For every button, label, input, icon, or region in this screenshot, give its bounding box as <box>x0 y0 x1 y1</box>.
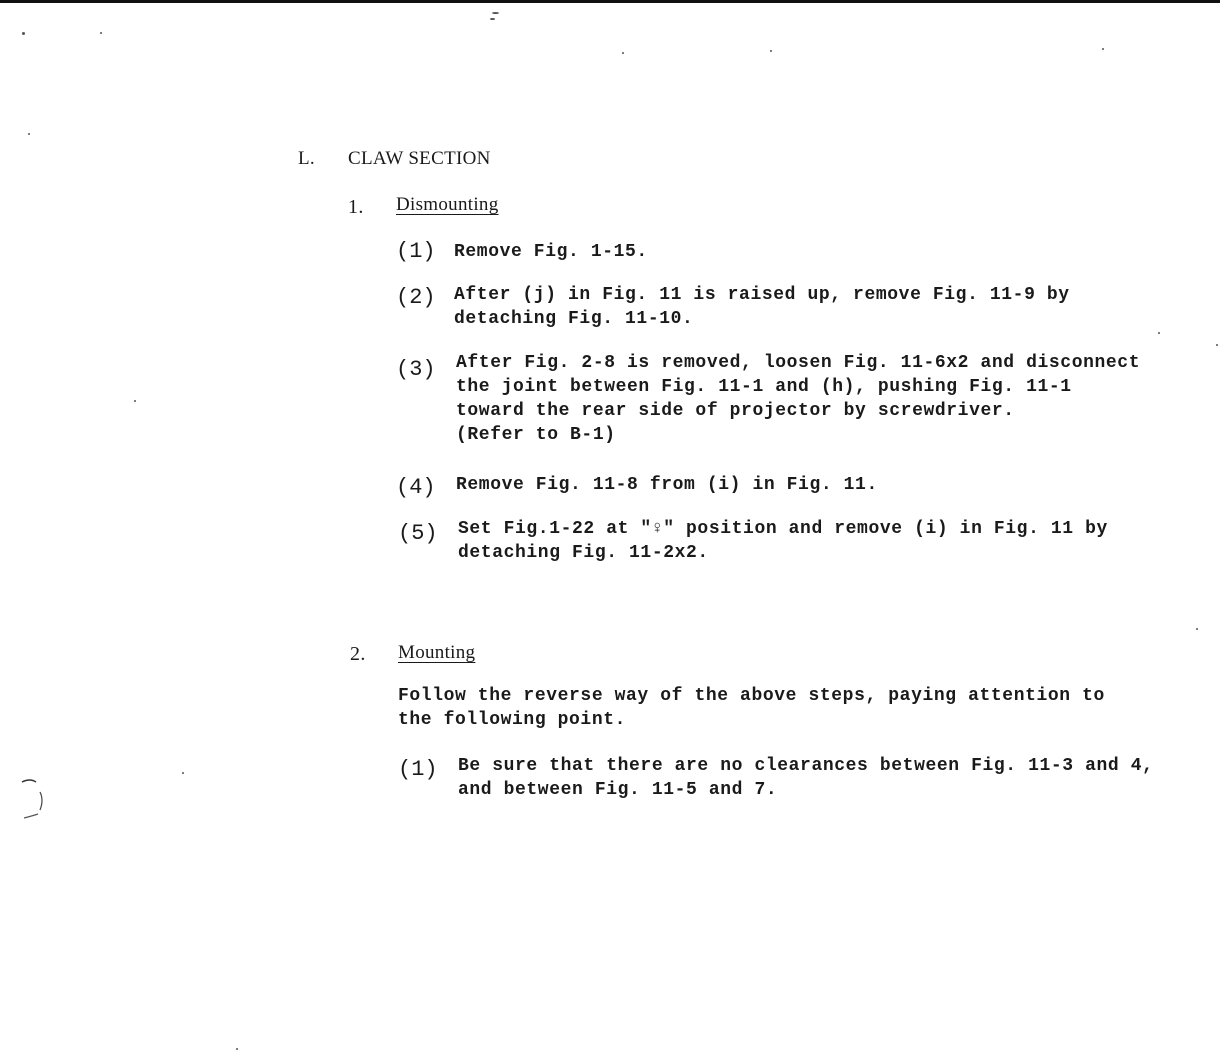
step-number: (4) <box>396 475 436 500</box>
scan-speck <box>1196 628 1198 630</box>
step-number: (5) <box>398 521 438 546</box>
step-number: (1) <box>398 757 438 782</box>
step-line: (Refer to B-1) <box>456 425 616 445</box>
margin-bracket-mark <box>18 776 48 820</box>
subsection-number: 2. <box>350 643 366 665</box>
scan-speck <box>28 133 30 135</box>
subsection-number: 1. <box>348 196 364 218</box>
scan-speck <box>22 32 25 35</box>
step-number: (1) <box>396 239 436 264</box>
scan-speck <box>1102 48 1104 50</box>
intro-line: the following point. <box>398 710 627 730</box>
scan-speck <box>1158 332 1160 334</box>
scan-speck <box>770 50 772 52</box>
scan-speck <box>100 32 102 34</box>
mounting-intro <box>398 684 1105 732</box>
step-line: detaching Fig. 11-10. <box>454 309 694 329</box>
subsection-title: Mounting <box>398 642 476 663</box>
step-line: After Fig. 2-8 is removed, loosen Fig. 11-6x2 and disconnect <box>456 353 1141 373</box>
step-text <box>454 240 648 264</box>
step-text <box>458 517 1108 565</box>
step-number: (3) <box>396 357 436 382</box>
scan-speck <box>1216 344 1218 346</box>
scan-speck <box>236 1048 238 1050</box>
scan-speck <box>182 772 184 774</box>
step-line: Be sure that there are no clearances between Fig. 11-3 and 4, <box>458 756 1154 776</box>
step-line: toward the rear side of projector by screwdriver. <box>456 401 1015 421</box>
scan-speck <box>134 400 136 402</box>
step-line: and between Fig. 11-5 and 7. <box>458 780 778 800</box>
top-edge-rule <box>0 0 1220 3</box>
step-text <box>456 351 1140 447</box>
step-text <box>456 473 878 497</box>
scan-speck <box>622 52 624 54</box>
step-line: After (j) in Fig. 11 is raised up, remove Fig. 11-9 by <box>454 285 1070 305</box>
subsection-title: Dismounting <box>396 194 499 215</box>
section-letter: L. <box>298 148 315 169</box>
step-number: (2) <box>396 285 436 310</box>
step-line: Set Fig.1-22 at "♀" position and remove (i) in Fig. 11 by <box>458 519 1108 539</box>
scan-speck <box>492 12 499 14</box>
step-line: Remove Fig. 1-15. <box>454 242 648 262</box>
step-line: detaching Fig. 11-2x2. <box>458 543 709 563</box>
scan-speck <box>490 18 495 20</box>
intro-line: Follow the reverse way of the above steps, paying attention to <box>398 686 1105 706</box>
step-text <box>458 754 1154 802</box>
step-text <box>454 283 1070 331</box>
step-line: the joint between Fig. 11-1 and (h), pushing Fig. 11-1 <box>456 377 1072 397</box>
section-title: CLAW SECTION <box>348 148 491 169</box>
step-line: Remove Fig. 11-8 from (i) in Fig. 11. <box>456 475 878 495</box>
